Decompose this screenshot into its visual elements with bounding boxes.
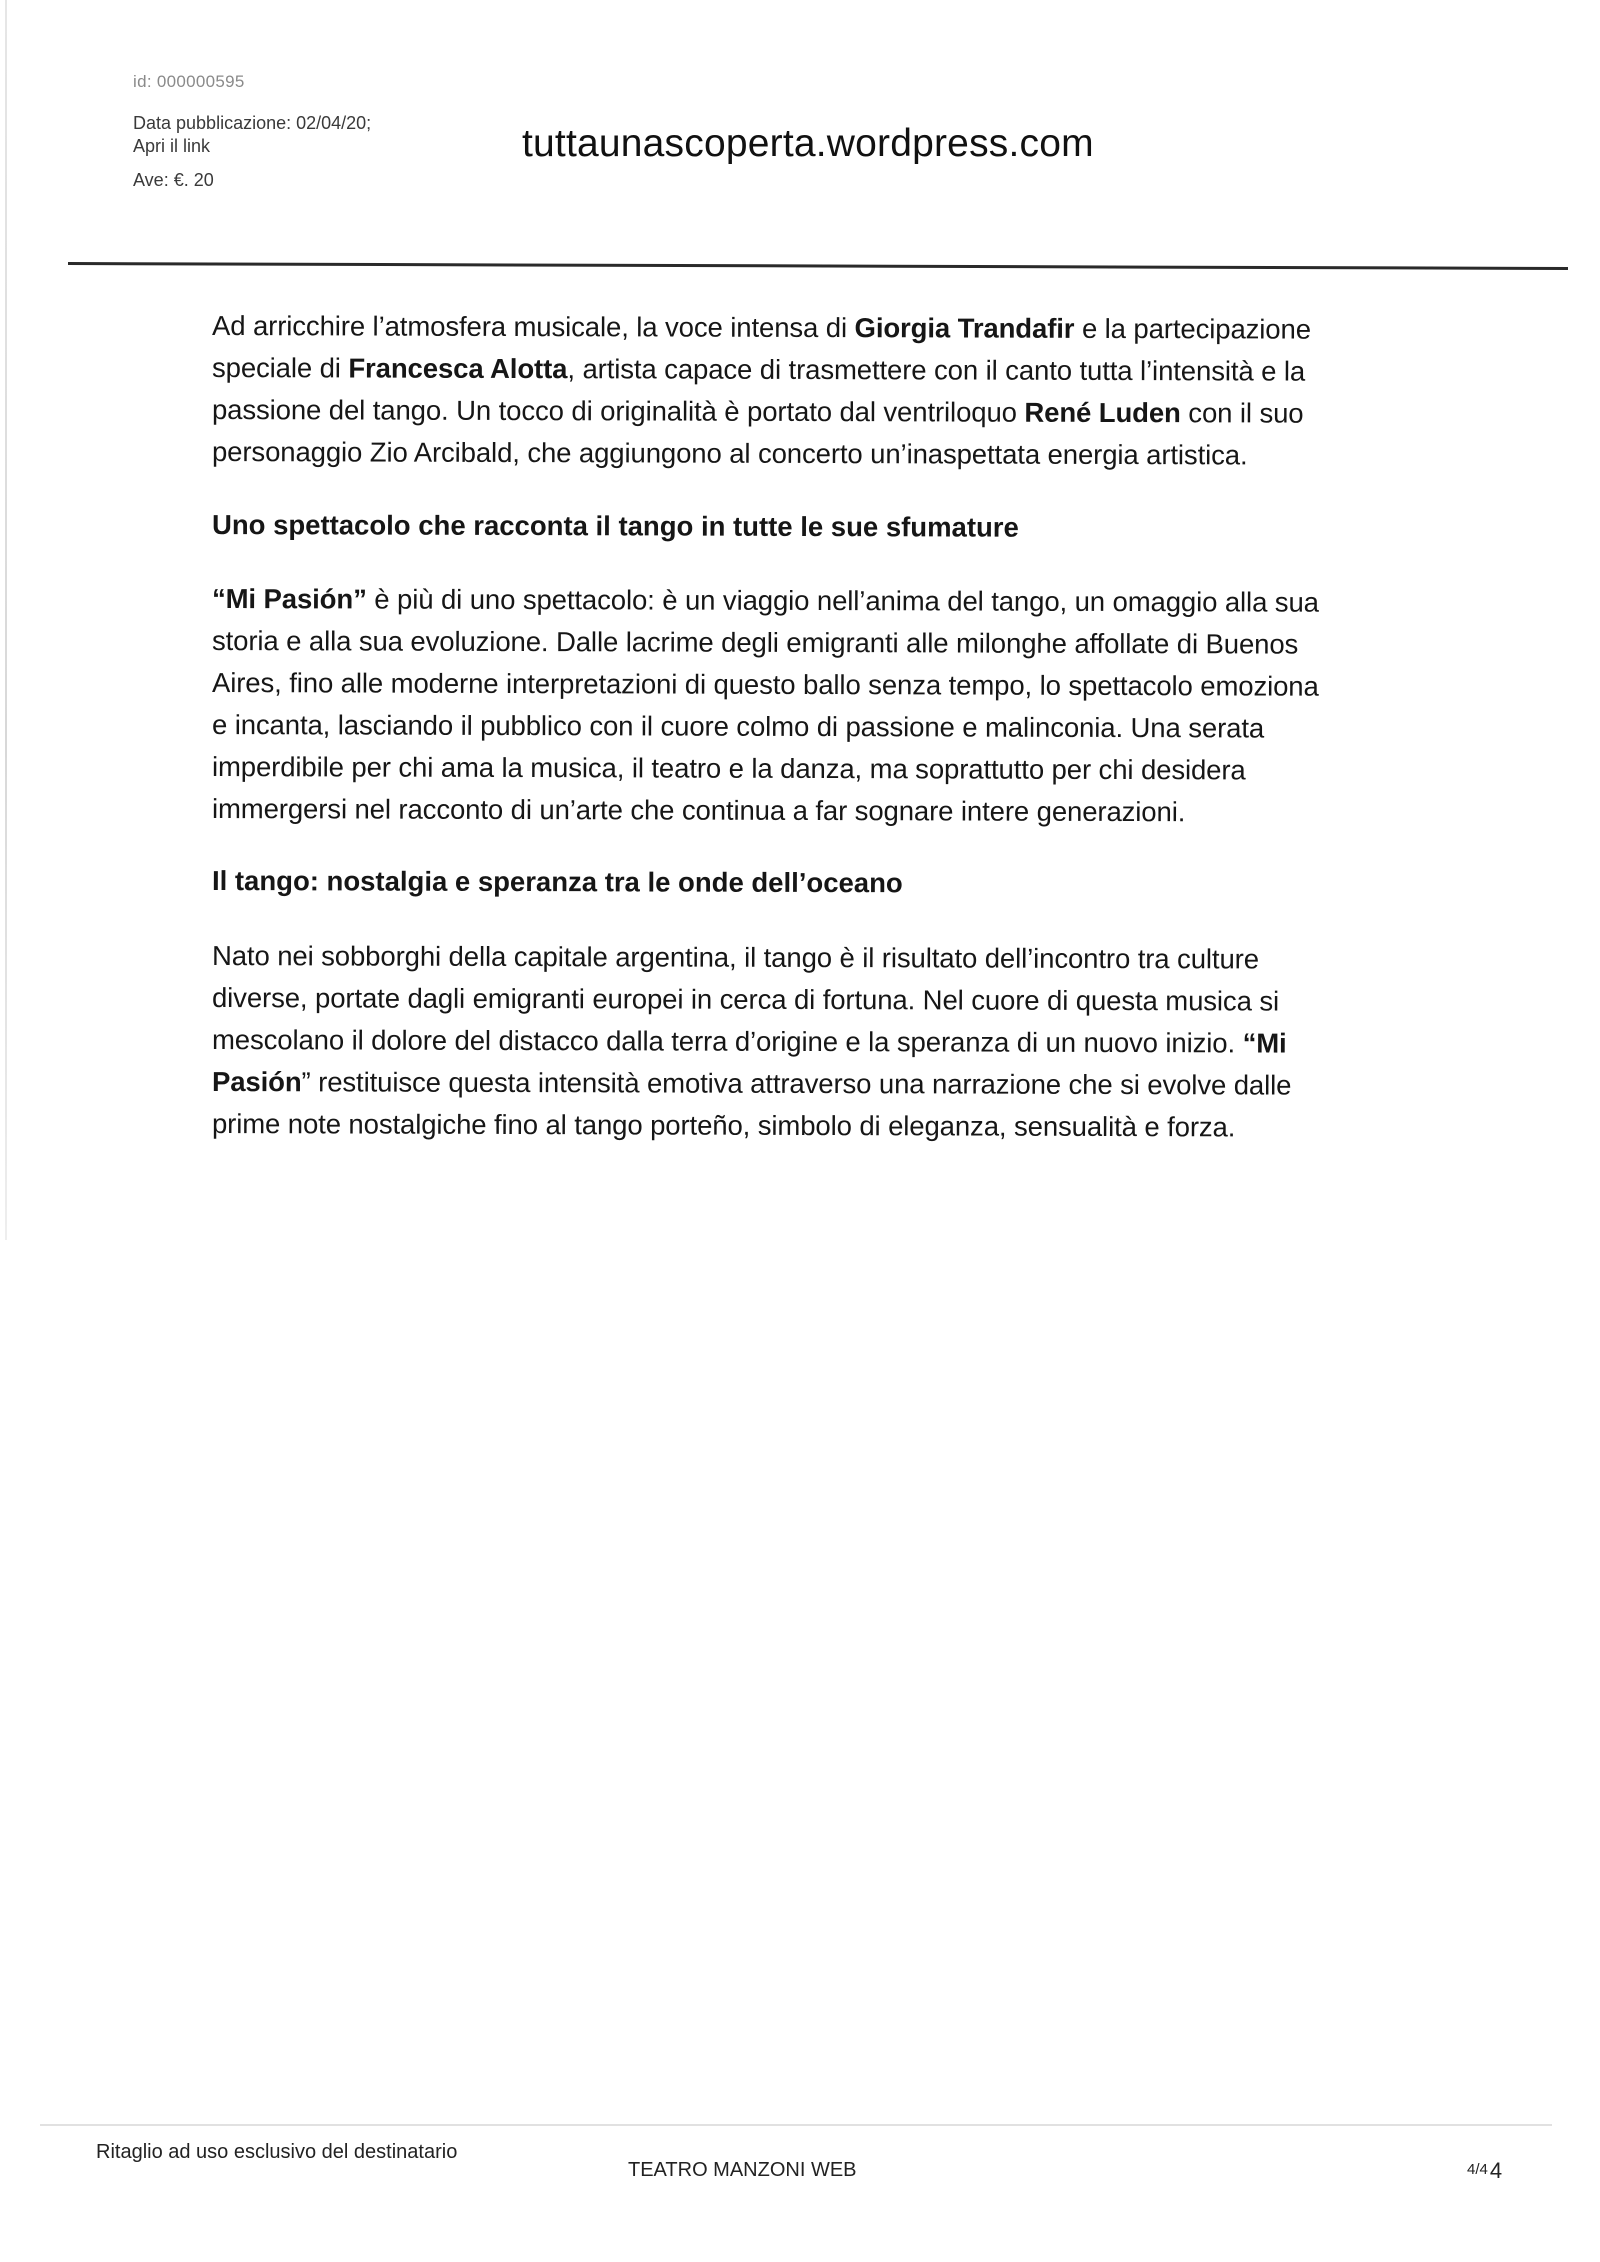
text-run: , artista capace di trasmettere con il canto tutta l’intensità e la	[567, 353, 1306, 387]
footer-divider	[40, 2124, 1552, 2126]
bold-text: “Mi	[1242, 1027, 1287, 1059]
text-run: personaggio Zio Arcibald, che aggiungono al concerto un’inaspettata energia artistica.	[211, 436, 1248, 471]
paragraph-2-line	[212, 583, 1319, 619]
paragraph-2-line	[212, 667, 1319, 703]
text-run: diverse, portate dagli emigranti europei in cerca di fortuna. Nel cuore di questa musica si	[211, 982, 1280, 1017]
footer-publication-name: TEATRO MANZONI WEB	[628, 2159, 857, 2181]
section-heading: Uno spettacolo che racconta il tango in tutte le sue sfumature	[211, 509, 1019, 543]
text-run: storia e alla sua evoluzione. Dalle lacrime degli emigranti alle milonghe affollate di Buenos	[211, 625, 1299, 660]
bold-text: Francesca Alotta	[348, 352, 568, 385]
page-fraction: 4/4	[1467, 2161, 1488, 2178]
bold-text: René Luden	[1024, 396, 1181, 429]
text-run: è più di uno spettacolo: è un viaggio nell’anima del tango, un omaggio alla sua	[366, 583, 1319, 618]
paragraph-1-line	[212, 436, 1248, 471]
bold-text: Giorgia Trandafir	[854, 312, 1075, 344]
page-number: 4	[1489, 2158, 1503, 2183]
publication-date: Data pubblicazione: 02/04/20;	[133, 113, 372, 133]
paragraph-3-line	[212, 1066, 1291, 1102]
paragraph-2-line	[212, 793, 1185, 828]
paragraph-1-line	[212, 310, 1311, 346]
text-run: Ad arricchire l’atmosfera musicale, la voce intensa di	[211, 310, 855, 344]
clipping-id: id: 000000595	[133, 72, 245, 91]
text-run: prime note nostalgiche fino al tango porteño, simbolo di eleganza, sensualità e forza.	[211, 1108, 1236, 1143]
text-run: immergersi nel racconto di un’arte che continua a far sognare intere generazioni.	[211, 793, 1186, 828]
text-run: Aires, fino alle moderne interpretazioni di questo ballo senza tempo, lo spettacolo emoziona	[211, 667, 1319, 702]
ave-value: Ave: €. 20	[133, 170, 214, 190]
text-run: ” restituisce questa intensità emotiva attraverso una narrazione che si evolve dalle	[301, 1066, 1292, 1101]
text-run: imperdibile per chi ama la musica, il teatro e la danza, ma soprattutto per chi desidera	[211, 751, 1246, 786]
paragraph-3-line	[212, 940, 1259, 975]
text-run: con il suo	[1180, 397, 1304, 429]
paragraph-3-line	[212, 1024, 1287, 1060]
bold-text: “Mi Pasión”	[211, 583, 367, 615]
paragraph-2-line	[212, 625, 1298, 661]
paragraph-1-line	[212, 352, 1305, 388]
text-run: mescolano il dolore del distacco dalla terra d’origine e la speranza di un nuovo inizio.	[211, 1024, 1243, 1059]
source-site-title: tuttaunascoperta.wordpress.com	[522, 122, 1094, 165]
bold-text: Pasión	[211, 1066, 302, 1098]
paragraph-2-line	[212, 751, 1246, 786]
paragraph-1-line	[212, 394, 1304, 430]
text-run: e incanta, lasciando il pubblico con il cuore colmo di passione e malinconia. Una serata	[211, 709, 1265, 744]
open-link[interactable]: Apri il link	[133, 136, 211, 156]
paragraph-3-line	[212, 1108, 1235, 1143]
text-run: Nato nei sobborghi della capitale argentina, il tango è il risultato dell’incontro tra culture	[211, 940, 1259, 975]
text-run: passione del tango. Un tocco di originalità è portato dal ventriloquo	[211, 394, 1025, 428]
footer-disclaimer: Ritaglio ad uso esclusivo del destinatario	[96, 2141, 458, 2163]
text-run: speciale di	[211, 352, 349, 384]
section-heading: Il tango: nostalgia e speranza tra le onde dell’oceano	[211, 865, 903, 899]
page-indicator	[1467, 2158, 1502, 2184]
paragraph-3-line	[212, 982, 1279, 1018]
text-run: e la partecipazione	[1074, 312, 1311, 345]
paragraph-2-line	[212, 709, 1264, 744]
